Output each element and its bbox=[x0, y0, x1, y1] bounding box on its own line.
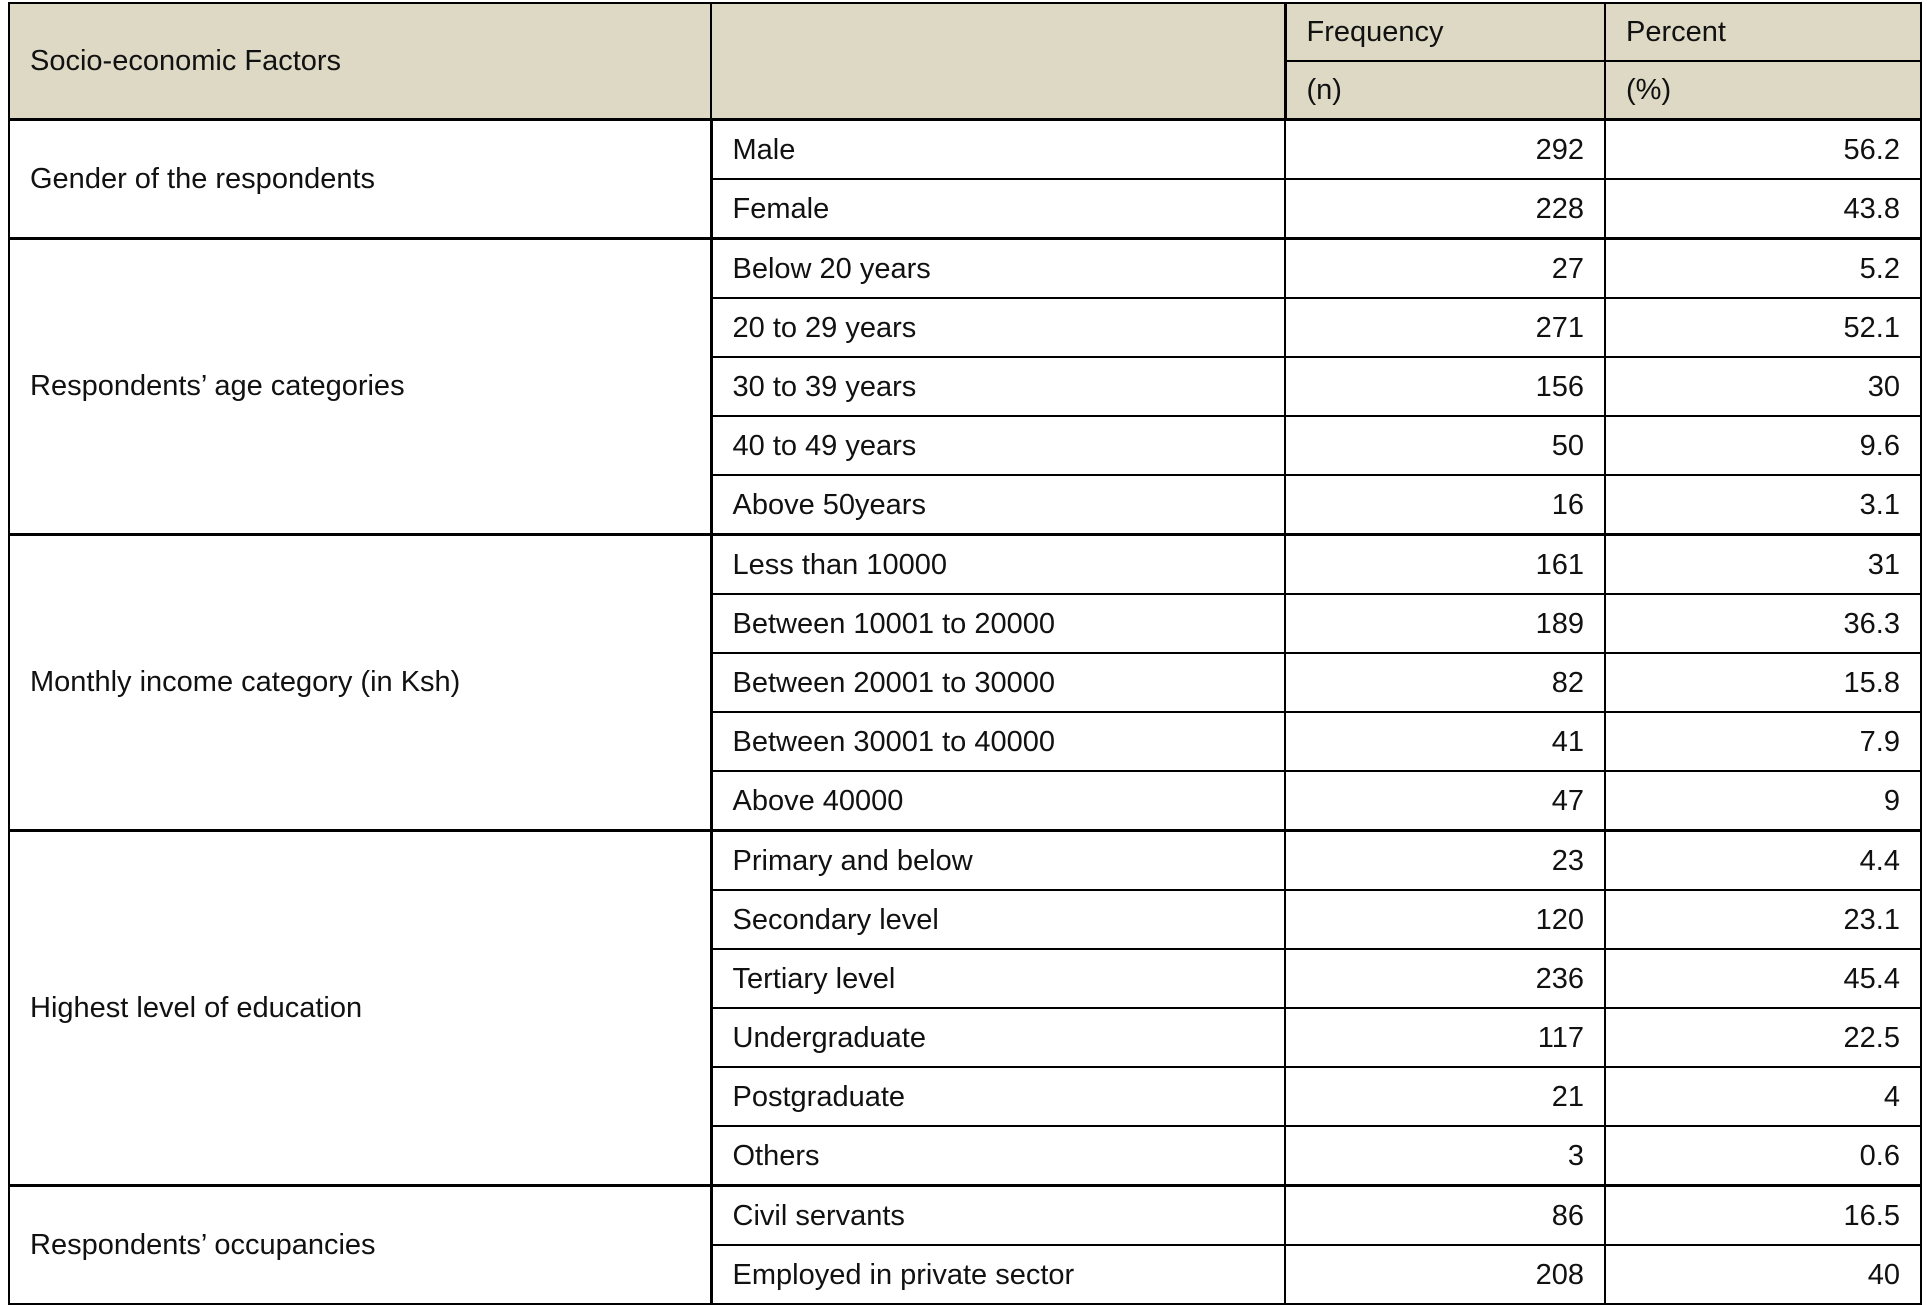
percent-cell: 5.2 bbox=[1605, 239, 1921, 299]
frequency-cell: 23 bbox=[1285, 831, 1605, 891]
frequency-cell: 117 bbox=[1285, 1008, 1605, 1067]
factor-cell: Respondents’ occupancies bbox=[9, 1186, 711, 1305]
category-cell: Between 20001 to 30000 bbox=[711, 653, 1285, 712]
category-cell: Between 30001 to 40000 bbox=[711, 712, 1285, 771]
category-cell: Below 20 years bbox=[711, 239, 1285, 299]
category-cell: Between 10001 to 20000 bbox=[711, 594, 1285, 653]
frequency-cell: 120 bbox=[1285, 890, 1605, 949]
frequency-cell: 292 bbox=[1285, 120, 1605, 180]
category-cell: Primary and below bbox=[711, 831, 1285, 891]
frequency-cell: 16 bbox=[1285, 475, 1605, 535]
table-row bbox=[9, 120, 1921, 180]
category-cell: Above 40000 bbox=[711, 771, 1285, 831]
percent-cell: 40 bbox=[1605, 1245, 1921, 1304]
header-frequency-unit: (n) bbox=[1285, 61, 1605, 120]
table-row bbox=[9, 1186, 1921, 1246]
percent-cell: 0.6 bbox=[1605, 1126, 1921, 1186]
factor-cell: Highest level of education bbox=[9, 831, 711, 1186]
frequency-cell: 161 bbox=[1285, 535, 1605, 595]
header-row-1 bbox=[9, 3, 1921, 61]
percent-cell: 22.5 bbox=[1605, 1008, 1921, 1067]
category-cell: Undergraduate bbox=[711, 1008, 1285, 1067]
category-cell: Above 50years bbox=[711, 475, 1285, 535]
category-cell: 40 to 49 years bbox=[711, 416, 1285, 475]
factor-cell: Gender of the respondents bbox=[9, 120, 711, 239]
percent-cell: 4.4 bbox=[1605, 831, 1921, 891]
table-header bbox=[9, 3, 1921, 120]
category-cell: 30 to 39 years bbox=[711, 357, 1285, 416]
percent-cell: 3.1 bbox=[1605, 475, 1921, 535]
table-row bbox=[9, 831, 1921, 891]
frequency-cell: 86 bbox=[1285, 1186, 1605, 1246]
percent-cell: 9.6 bbox=[1605, 416, 1921, 475]
factor-cell: Respondents’ age categories bbox=[9, 239, 711, 535]
frequency-cell: 236 bbox=[1285, 949, 1605, 1008]
frequency-cell: 156 bbox=[1285, 357, 1605, 416]
frequency-cell: 82 bbox=[1285, 653, 1605, 712]
header-percent: Percent bbox=[1605, 3, 1921, 61]
table-row bbox=[9, 535, 1921, 595]
factor-cell: Monthly income category (in Ksh) bbox=[9, 535, 711, 831]
percent-cell: 43.8 bbox=[1605, 179, 1921, 239]
frequency-cell: 50 bbox=[1285, 416, 1605, 475]
category-cell: Postgraduate bbox=[711, 1067, 1285, 1126]
percent-cell: 7.9 bbox=[1605, 712, 1921, 771]
frequency-cell: 208 bbox=[1285, 1245, 1605, 1304]
category-cell: Secondary level bbox=[711, 890, 1285, 949]
category-cell: Civil servants bbox=[711, 1186, 1285, 1246]
category-cell: Female bbox=[711, 179, 1285, 239]
header-factor: Socio-economic Factors bbox=[9, 3, 711, 120]
percent-cell: 31 bbox=[1605, 535, 1921, 595]
frequency-cell: 27 bbox=[1285, 239, 1605, 299]
header-percent-unit: (%) bbox=[1605, 61, 1921, 120]
percent-cell: 56.2 bbox=[1605, 120, 1921, 180]
header-category bbox=[711, 3, 1285, 120]
percent-cell: 23.1 bbox=[1605, 890, 1921, 949]
percent-cell: 45.4 bbox=[1605, 949, 1921, 1008]
socio-economic-table bbox=[8, 2, 1922, 1305]
percent-cell: 15.8 bbox=[1605, 653, 1921, 712]
percent-cell: 30 bbox=[1605, 357, 1921, 416]
category-cell: 20 to 29 years bbox=[711, 298, 1285, 357]
frequency-cell: 21 bbox=[1285, 1067, 1605, 1126]
frequency-cell: 3 bbox=[1285, 1126, 1605, 1186]
percent-cell: 16.5 bbox=[1605, 1186, 1921, 1246]
percent-cell: 36.3 bbox=[1605, 594, 1921, 653]
frequency-cell: 271 bbox=[1285, 298, 1605, 357]
category-cell: Male bbox=[711, 120, 1285, 180]
category-cell: Less than 10000 bbox=[711, 535, 1285, 595]
table-row bbox=[9, 239, 1921, 299]
percent-cell: 4 bbox=[1605, 1067, 1921, 1126]
frequency-cell: 41 bbox=[1285, 712, 1605, 771]
header-frequency: Frequency bbox=[1285, 3, 1605, 61]
percent-cell: 9 bbox=[1605, 771, 1921, 831]
table-body bbox=[9, 120, 1921, 1305]
category-cell: Others bbox=[711, 1126, 1285, 1186]
category-cell: Employed in private sector bbox=[711, 1245, 1285, 1304]
category-cell: Tertiary level bbox=[711, 949, 1285, 1008]
frequency-cell: 228 bbox=[1285, 179, 1605, 239]
frequency-cell: 189 bbox=[1285, 594, 1605, 653]
percent-cell: 52.1 bbox=[1605, 298, 1921, 357]
frequency-cell: 47 bbox=[1285, 771, 1605, 831]
